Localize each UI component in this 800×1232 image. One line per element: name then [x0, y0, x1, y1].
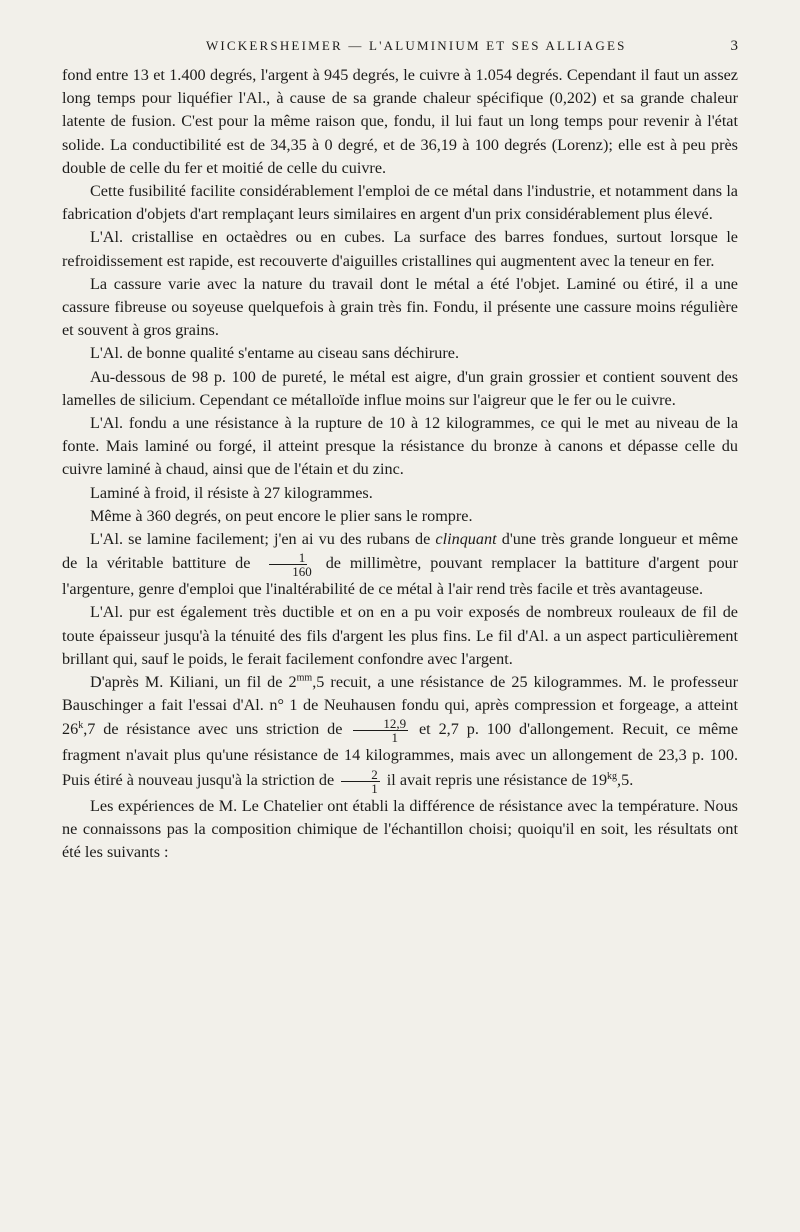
- running-header: [62, 38, 738, 62]
- paragraph-cristallise: L'Al. cristallise en octaèdres ou en cubes. La surface des barres fondues, surtout lorsque le refroidissement est rapide, est recouverte d'aiguilles cristallines qui augmentent avec la teneur en fer.: [62, 228, 738, 270]
- paragraph-clinquant: [62, 528, 738, 601]
- paragraph-fil: L'Al. pur est également très ductible et on en a pu voir exposés de nombreux rouleaux de fil de toute épaisseur jusqu'à la ténuité des fils d'argent les plus fins. Le fil d'Al. a un aspect particulièrement brillant qui, sauf le poids, le ferait facilement confondre avec l'argent.: [62, 603, 738, 668]
- paragraph-fusibilite: Cette fusibilité facilite considérablement l'emploi de ce métal dans l'industrie, et notamment dans la fabrication d'objets d'art remplaçant leurs similaires en argent d'un prix considérablement plus élevé.: [62, 182, 738, 224]
- paragraph-cassure: La cassure varie avec la nature du travail dont le métal a été l'objet. Laminé ou étiré, il a une cassure fibreuse ou soyeuse quelquefois à grain très fin. Fondu, il présente une cassure moins régulière et souvent à gros grains.: [62, 274, 738, 340]
- running-title: WICKERSHEIMER — L'ALUMINIUM ET SES ALLIAGES: [205, 38, 627, 53]
- fraction-numerator: 2: [341, 768, 380, 782]
- page-number: 3: [730, 38, 738, 54]
- text-segment: ,5 recuit, a une résistance de 25 kilogrammes. M. le professeur Bauschinger a fait l'essai d'Al. n° 1 de Neuhausen fondu qui, après compression et forgeage, a atteint 26: [62, 673, 738, 739]
- text-segment: L'Al. se lamine facilement; j'en ai vu des rubans de: [90, 530, 431, 549]
- text-segment: ,5.: [617, 770, 634, 789]
- superscript-k: k: [78, 720, 84, 732]
- paragraph-le-chatelier: Les expériences de M. Le Chatelier ont établi la différence de résistance avec la température. Nous ne connaissons pas la composition chimique de l'échantillon choisi; quoiqu'il en soit, les résultats ont été les suivants :: [62, 796, 738, 862]
- text-segment: d'une très grande longueur et même de la véritable battiture de: [62, 530, 739, 573]
- fraction-denominator: 1: [391, 730, 398, 746]
- text-segment: de millimètre, pouvant remplacer la battiture d'argent pour l'argenture, genre d'emploi que l'inaltérabilité de ce métal à l'air rend très facile et très avantageuse.: [62, 554, 739, 599]
- fraction-striction-2: [341, 768, 380, 795]
- paragraph-resistance: L'Al. fondu a une résistance à la rupture de 10 à 12 kilogrammes, ce qui le met au niveau de la fonte. Mais laminé ou forgé, il atteint presque la résistance du bronze à canons et dépasse celle du cuivre laminé à chaud, ainsi que de l'étain et du zinc.: [62, 414, 738, 479]
- body-text: [62, 64, 738, 864]
- text-segment: ,7 de résistance avec uns striction de: [83, 720, 343, 739]
- superscript-mm: mm: [296, 672, 313, 684]
- paragraph-kiliani: [62, 671, 738, 795]
- fraction-battiture: [262, 551, 314, 578]
- paragraph-lamine-froid: Laminé à froid, il résiste à 27 kilogrammes.: [90, 483, 373, 502]
- fraction-denominator: 1: [371, 780, 378, 796]
- paragraph-ciseau: L'Al. de bonne qualité s'entame au ciseau sans déchirure.: [90, 344, 460, 363]
- page: [62, 38, 738, 864]
- fraction-striction-1: [353, 717, 408, 744]
- superscript-kg: kg: [607, 770, 618, 782]
- fraction-denominator: 160: [292, 564, 312, 580]
- text-segment: il avait repris une résistance de 19: [386, 770, 608, 789]
- paragraph-360-degres: Même à 360 degrés, on peut encore le plier sans le rompre.: [90, 506, 473, 525]
- text-segment: et 2,7 p. 100 d'allongement. Recuit, ce même fragment n'avait plus qu'une résistance de 14 kilogrammes, mais avec un allongement de 23,3 p. 100. Puis étiré à nouveau jusqu'à la striction de: [62, 720, 739, 789]
- paragraph-fusion: fond entre 13 et 1.400 degrés, l'argent à 945 degrés, le cuivre à 1.054 degrés. Cependant il faut un assez long temps pour liquéfier l'Al., à cause de sa grande chaleur spécifique (0,202) et sa grande chaleur latente de fusion. C'est pour la même raison que, fondu, il lui faut un long temps pour revenir à l'état solide. La conductibilité est de 34,35 à 0 degré, et de 36,19 à 100 degrés (Lorenz); elle est à peu près double de celle du fer et moitié de celle du cuivre.: [62, 66, 738, 177]
- paragraph-purete: Au-dessous de 98 p. 100 de pureté, le métal est aigre, d'un grain grossier et contient souvent des lamelles de silicium. Cependant ce métalloïde influe moins sur l'aigreur que le fer ou le cuivre.: [62, 367, 738, 409]
- italic-word: clinquant: [435, 530, 497, 549]
- fraction-numerator: 12,9: [353, 717, 408, 731]
- fraction-numerator: 1: [269, 551, 308, 565]
- text-segment: D'après M. Kiliani, un fil de 2: [90, 673, 297, 692]
